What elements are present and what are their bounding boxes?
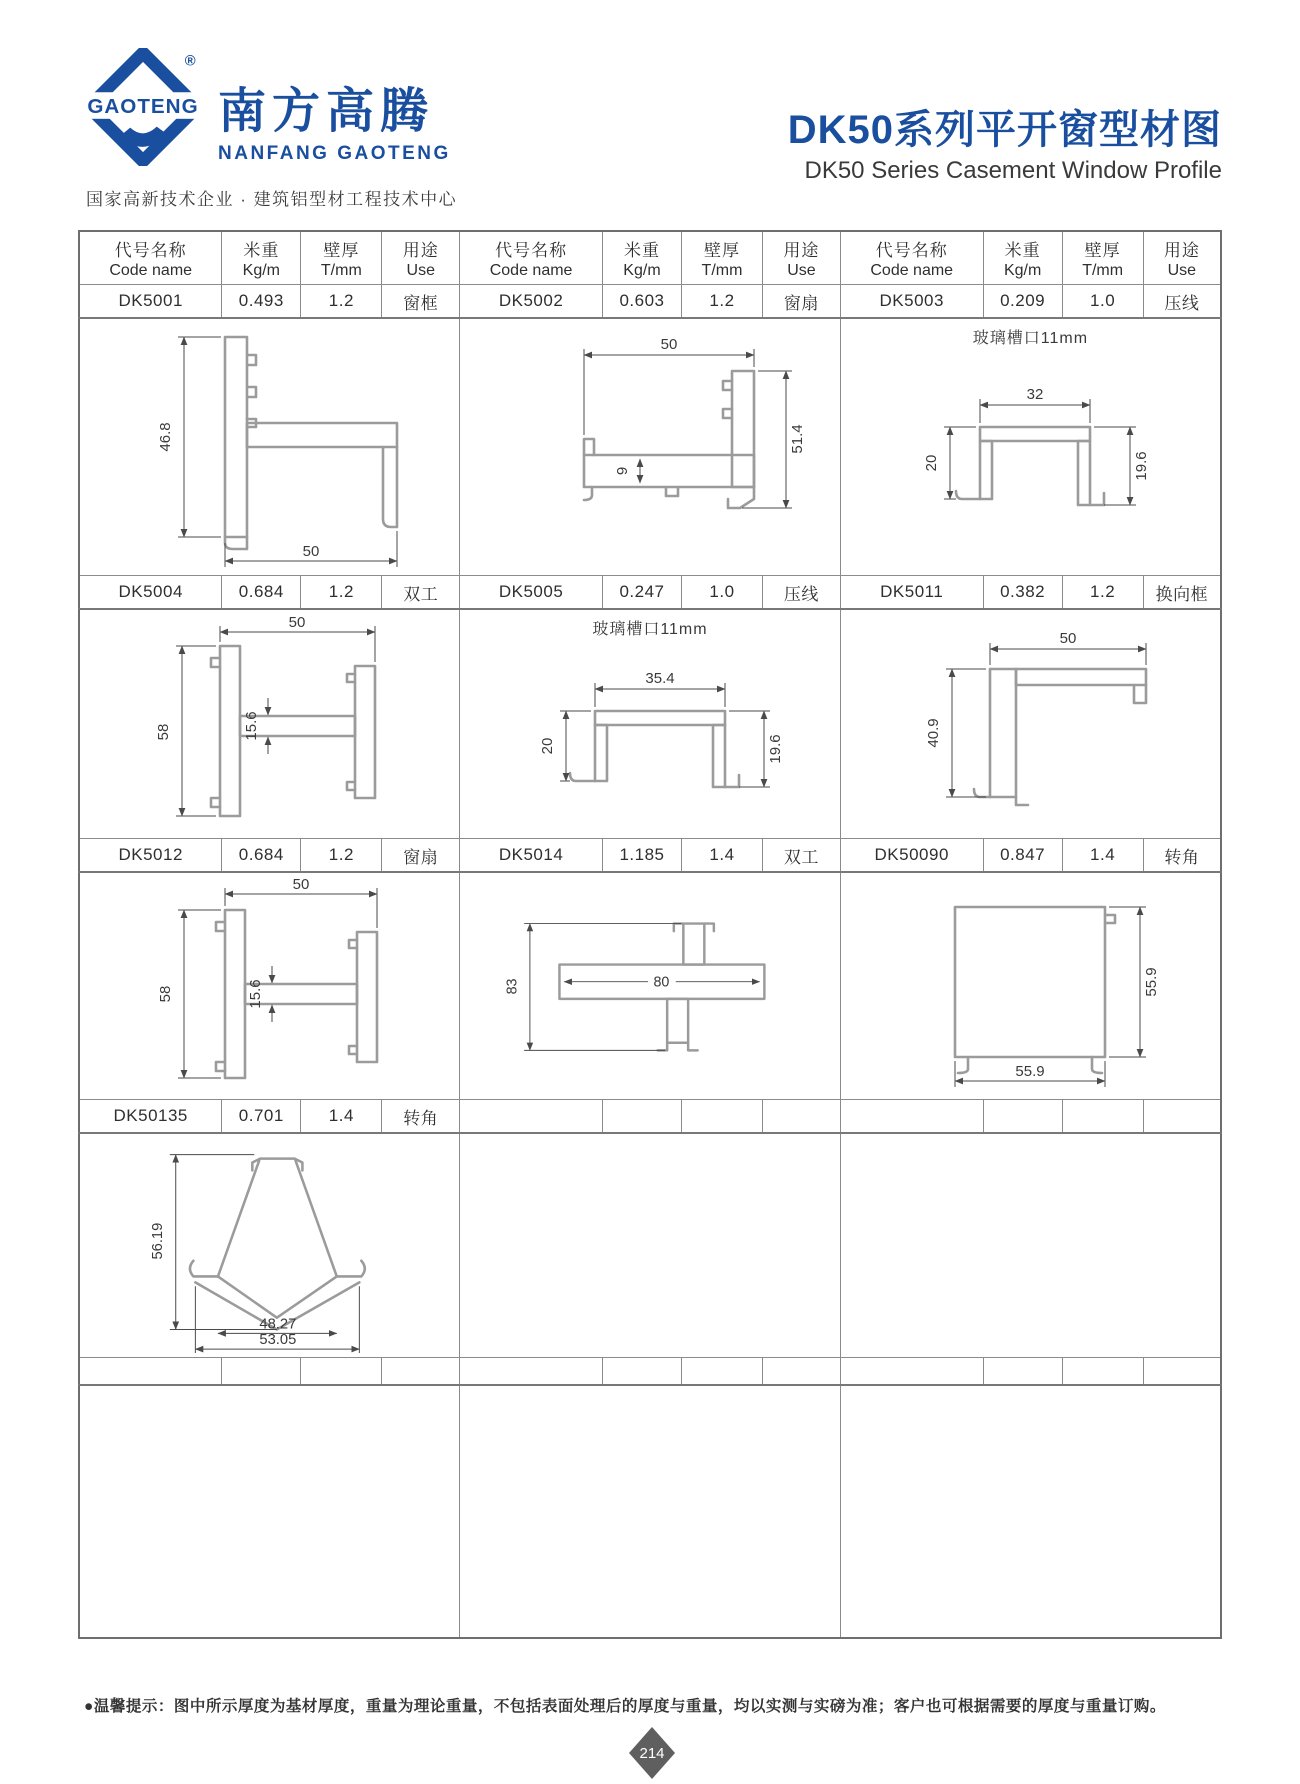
empty-cell xyxy=(603,1358,682,1386)
empty-cell xyxy=(222,1358,301,1386)
empty-cell xyxy=(1062,1100,1143,1134)
svg-text:50: 50 xyxy=(288,614,305,631)
registered-mark: ® xyxy=(184,53,196,70)
empty-cell xyxy=(1062,1358,1143,1386)
page-number-diamond xyxy=(629,1727,675,1784)
profile-code: DK50135 xyxy=(79,1100,222,1134)
profile-use: 压线 xyxy=(1143,285,1221,319)
svg-text:19.6: 19.6 xyxy=(1133,450,1151,481)
header-t: 壁厚 T/mm xyxy=(1062,231,1143,285)
empty-cell xyxy=(983,1100,1062,1134)
header-code: 代号名称 Code name xyxy=(840,231,983,285)
profile-weight: 0.382 xyxy=(983,576,1062,610)
company-tagline: 国家高新技术企业 · 建筑铝型材工程技术中心 xyxy=(86,190,458,209)
empty-cell xyxy=(460,1100,603,1134)
svg-text:48.27: 48.27 xyxy=(258,1315,296,1332)
profile-use: 换向框 xyxy=(1143,576,1221,610)
footer-note: ●温馨提示：图中所示厚度为基材厚度，重量为理论重量，不包括表面处理后的厚度与重量，均以实测与实磅为准；客户也可根据需要的厚度与重量订购。 xyxy=(84,1698,1166,1715)
brand-name-en: NANFANG GAOTENG xyxy=(218,143,451,164)
empty-cell xyxy=(1143,1100,1221,1134)
profile-thickness: 1.4 xyxy=(681,839,762,873)
profile-code: DK5012 xyxy=(79,839,222,873)
empty-cell xyxy=(301,1358,382,1386)
svg-text:50: 50 xyxy=(302,543,319,560)
drawing-row-3 xyxy=(79,872,1221,1100)
empty-cell xyxy=(983,1358,1062,1386)
empty-cell xyxy=(460,1358,603,1386)
svg-text:9: 9 xyxy=(613,466,631,476)
svg-text:19.6: 19.6 xyxy=(766,733,784,764)
drawing-dk5005 xyxy=(460,609,841,839)
profile-code: DK50090 xyxy=(840,839,983,873)
profile-thickness: 1.2 xyxy=(1062,576,1143,610)
empty-drawing-cell xyxy=(79,1385,460,1638)
logo-wordmark: GAOTENG xyxy=(87,94,199,118)
profile-weight: 0.701 xyxy=(222,1100,301,1134)
header-kg: 米重 Kg/m xyxy=(603,231,682,285)
brand-name-zh: 南方高腾 xyxy=(218,85,435,138)
empty-cell xyxy=(603,1100,682,1134)
drawing-dk5011 xyxy=(840,609,1221,839)
drawing-row-4 xyxy=(79,1133,1221,1358)
svg-text:15.6: 15.6 xyxy=(242,711,260,741)
drawing-dk5004 xyxy=(79,609,460,839)
header-t: 壁厚 T/mm xyxy=(681,231,762,285)
profile-weight: 0.684 xyxy=(222,576,301,610)
profile-thickness: 1.0 xyxy=(1062,285,1143,319)
profile-weight: 0.847 xyxy=(983,839,1062,873)
empty-drawing-cell xyxy=(840,1385,1221,1638)
page-title-block xyxy=(788,108,1222,185)
company-logo-block xyxy=(84,48,451,166)
spec-row-3 xyxy=(79,839,1221,873)
spec-row-2 xyxy=(79,576,1221,610)
svg-text:53.05: 53.05 xyxy=(258,1331,296,1348)
empty-cell xyxy=(763,1100,841,1134)
profile-code: DK5004 xyxy=(79,576,222,610)
profile-weight: 0.209 xyxy=(983,285,1062,319)
empty-cell xyxy=(79,1358,222,1386)
header-kg: 米重 Kg/m xyxy=(983,231,1062,285)
empty-drawing-row xyxy=(79,1385,1221,1638)
svg-text:56.19: 56.19 xyxy=(149,1222,166,1260)
svg-text:58: 58 xyxy=(156,985,174,1003)
page-title-zh: DK50系列平开窗型材图 xyxy=(787,108,1222,152)
header-use: 用途 Use xyxy=(763,231,841,285)
empty-drawing-cell xyxy=(840,1133,1221,1358)
page-number: 214 xyxy=(639,1745,665,1762)
empty-cell xyxy=(840,1358,983,1386)
header-code: 代号名称 Code name xyxy=(79,231,222,285)
profile-use: 转角 xyxy=(382,1100,460,1134)
empty-cell xyxy=(1143,1358,1221,1386)
profile-use: 窗框 xyxy=(382,285,460,319)
glass-groove-note: 玻璃槽口11mm xyxy=(972,330,1089,347)
profile-weight: 0.684 xyxy=(222,839,301,873)
svg-text:40.9: 40.9 xyxy=(925,717,943,748)
drawing-dk5001 xyxy=(79,318,460,576)
svg-text:20: 20 xyxy=(538,737,556,754)
header-t: 壁厚 T/mm xyxy=(301,231,382,285)
drawing-dk5003 xyxy=(840,318,1221,576)
svg-text:32: 32 xyxy=(1027,385,1044,403)
svg-text:50: 50 xyxy=(292,876,309,893)
empty-drawing-cell xyxy=(460,1133,841,1358)
profile-thickness: 1.2 xyxy=(301,285,382,319)
spec-row-1 xyxy=(79,285,1221,319)
drawing-dk50090 xyxy=(840,872,1221,1100)
profile-thickness: 1.4 xyxy=(1062,839,1143,873)
svg-text:50: 50 xyxy=(660,336,678,353)
empty-cell xyxy=(681,1100,762,1134)
profile-use: 压线 xyxy=(763,576,841,610)
drawing-dk5012 xyxy=(79,872,460,1100)
profile-thickness: 1.4 xyxy=(301,1100,382,1134)
svg-text:58: 58 xyxy=(154,723,172,741)
svg-text:20: 20 xyxy=(923,454,941,471)
svg-text:46.8: 46.8 xyxy=(156,422,174,452)
profile-code: DK5014 xyxy=(460,839,603,873)
empty-cell xyxy=(763,1358,841,1386)
profile-weight: 0.603 xyxy=(603,285,682,319)
glass-groove-note: 玻璃槽口11mm xyxy=(592,621,708,638)
profile-code: DK5005 xyxy=(460,576,603,610)
profile-code: DK5001 xyxy=(79,285,222,319)
svg-text:51.4: 51.4 xyxy=(788,424,806,454)
brand-names xyxy=(218,48,451,165)
svg-text:55.9: 55.9 xyxy=(1015,1062,1045,1080)
profile-use: 双工 xyxy=(382,576,460,610)
profile-code: DK5011 xyxy=(840,576,983,610)
empty-cell xyxy=(840,1100,983,1134)
header-use: 用途 Use xyxy=(382,231,460,285)
profile-code: DK5002 xyxy=(460,285,603,319)
empty-drawing-cell xyxy=(460,1385,841,1638)
profile-weight: 1.185 xyxy=(603,839,682,873)
profile-use: 转角 xyxy=(1143,839,1221,873)
profile-weight: 0.247 xyxy=(603,576,682,610)
svg-text:83: 83 xyxy=(504,978,521,995)
gaoteng-logo-icon xyxy=(84,48,202,166)
svg-text:35.4: 35.4 xyxy=(645,669,675,687)
svg-text:80: 80 xyxy=(653,974,670,991)
empty-spec-row xyxy=(79,1358,1221,1386)
header-use: 用途 Use xyxy=(1143,231,1221,285)
drawing-dk5002 xyxy=(460,318,841,576)
drawing-dk50135 xyxy=(79,1133,460,1358)
profile-thickness: 1.0 xyxy=(681,576,762,610)
drawing-dk5014 xyxy=(460,872,841,1100)
profile-use: 双工 xyxy=(763,839,841,873)
svg-text:55.9: 55.9 xyxy=(1143,966,1161,997)
svg-text:15.6: 15.6 xyxy=(246,979,264,1009)
profile-thickness: 1.2 xyxy=(681,285,762,319)
profile-weight: 0.493 xyxy=(222,285,301,319)
profile-use: 窗扇 xyxy=(763,285,841,319)
table-header-row xyxy=(79,231,1221,285)
header-code: 代号名称 Code name xyxy=(460,231,603,285)
profile-thickness: 1.2 xyxy=(301,839,382,873)
empty-cell xyxy=(382,1358,460,1386)
svg-text:50: 50 xyxy=(1060,629,1077,647)
empty-cell xyxy=(681,1358,762,1386)
profile-spec-table xyxy=(78,230,1222,1639)
page-title-en: DK50 Series Casement Window Profile xyxy=(804,157,1222,184)
drawing-row-2 xyxy=(79,609,1221,839)
header-kg: 米重 Kg/m xyxy=(222,231,301,285)
page-header xyxy=(0,0,1300,230)
profile-code: DK5003 xyxy=(840,285,983,319)
profile-thickness: 1.2 xyxy=(301,576,382,610)
spec-row-4 xyxy=(79,1100,1221,1134)
drawing-row-1 xyxy=(79,318,1221,576)
profile-use: 窗扇 xyxy=(382,839,460,873)
